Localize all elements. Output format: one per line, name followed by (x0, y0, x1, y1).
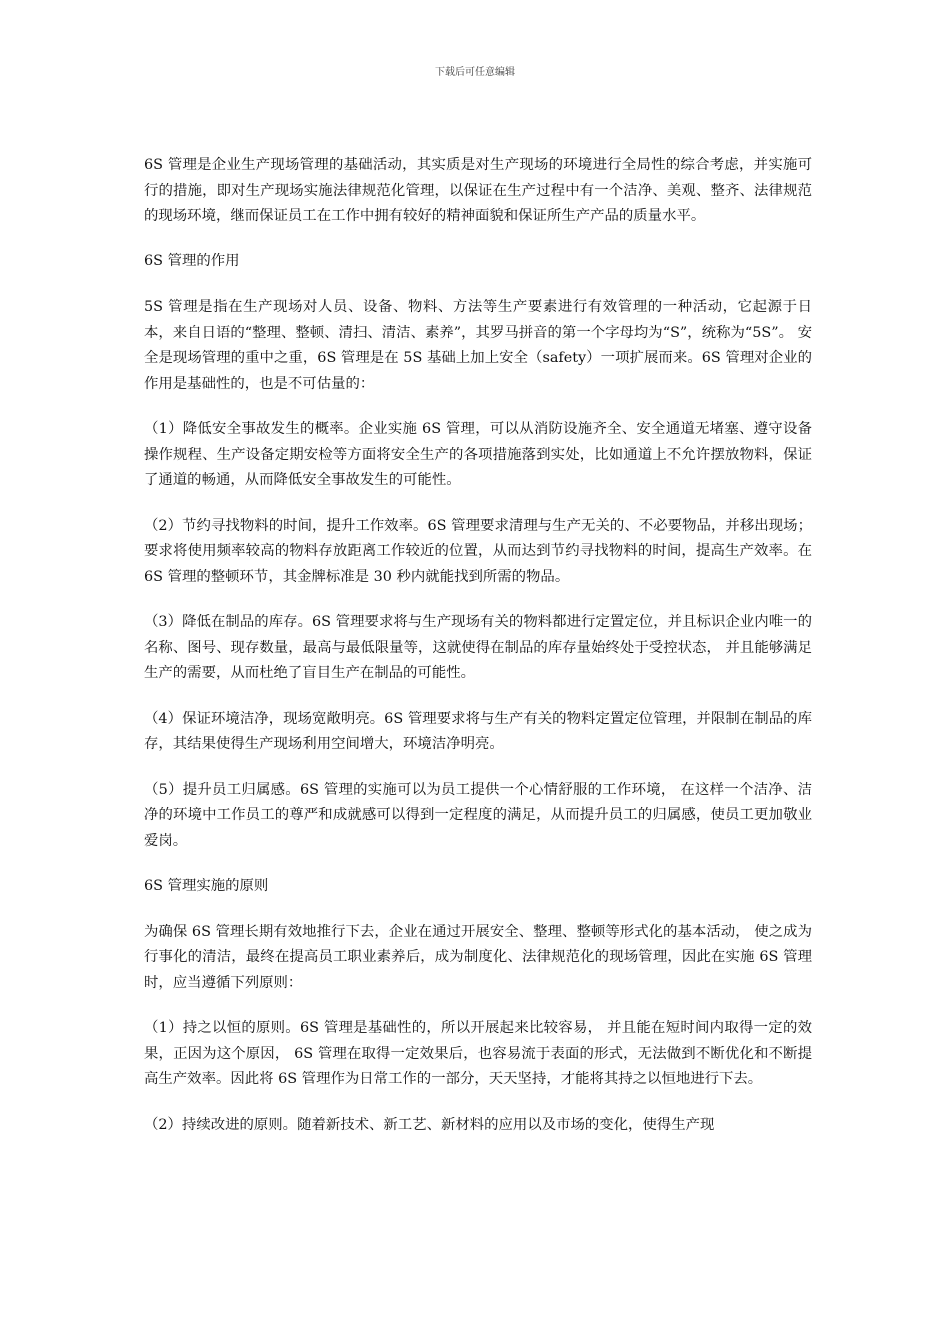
principles-intro-paragraph: 为确保 6S 管理长期有效地推行下去，企业在通过开展安全、整理、整顿等形式化的基本活动， 使之成为行事化的清洁，最终在提高员工职业素养后，成为制度化、法律规范化的现场管理，因此在实施 6S 管理时，应当遵循下列原则： (144, 923, 812, 991)
intro-paragraph: 6S 管理是企业生产现场管理的基础活动，其实质是对生产现场的环境进行全局性的综合考虑，并实施可行的措施，即对生产现场实施法律规范化管理，以保证在生产过程中有一个洁净、美观、整齐、法律规范的现场环境，继而保证员工在工作中拥有较好的精神面貌和保证所生产产品的质量水平。 (144, 157, 812, 224)
principle-item-2: （2）持续改进的原则。随着新技术、新工艺、新材料的应用以及市场的变化，使得生产现 (144, 1116, 715, 1133)
role-item-5: （5）提升员工归属感。6S 管理的实施可以为员工提供一个心情舒服的工作环境， 在这样一个洁净、洁净的环境中工作员工的尊严和成就感可以得到一定程度的满足，从而提升员工的归属感，使员工更加敬业爱岗。 (144, 781, 812, 849)
principle-item-1: （1）持之以恒的原则。6S 管理是基础性的，所以开展起来比较容易， 并且能在短时间内取得一定的效果，正因为这个原因， 6S 管理在取得一定效果后，也容易流于表面的形式，无法做到不断优化和不断提高生产效率。因此将 6S 管理作为日常工作的一部分，天天坚持，才能将其持之以恒地进行下去。 (144, 1020, 812, 1087)
role-item-4: （4）保证环境洁净，现场宽敞明亮。6S 管理要求将与生产有关的物料定置定位管理，并限制在制品的库存，其结果使得生产现场利用空间增大，环境洁净明亮。 (144, 710, 812, 752)
role-item-2: （2）节约寻找物料的时间，提升工作效率。6S 管理要求清理与生产无关的、不必要物品，并移出现场；要求将使用频率较高的物料存放距离工作较近的位置，从而达到节约寻找物料的时间，提高生产效率。在 6S 管理的整顿环节，其金牌标准是 30 秒内就能找到所需的物品。 (144, 517, 812, 585)
section-heading-role: 6S 管理的作用 (144, 252, 240, 269)
role-item-3: （3）降低在制品的库存。6S 管理要求将与生产现场有关的物料都进行定置定位，并且标识企业内唯一的名称、图号、现存数量，最高与最低限量等，这就使得在制品的库存量始终处于受控状态， 并且能够满足生产的需要，从而杜绝了盲目生产在制品的可能性。 (144, 614, 812, 681)
header-note: 下载后可任意编辑 (435, 67, 515, 78)
section-heading-principles: 6S 管理实施的原则 (144, 878, 269, 894)
role-intro-paragraph: 5S 管理是指在生产现场对人员、设备、物料、方法等生产要素进行有效管理的一种活动，它起源于日本，来自日语的“整理、整顿、清扫、清洁、素养”，其罗马拼音的第一个字母均为“S”，统称为“5S”。 安全是现场管理的重中之重，6S 管理是在 5S 基础上加上安全（safety）一项扩展而来。6S 管理对企业的作用是基础性的，也是不可估量的： (144, 299, 812, 392)
role-item-1: （1）降低安全事故发生的概率。企业实施 6S 管理，可以从消防设施齐全、安全通道无堵塞、遵守设备操作规程、生产设备定期安检等方面将安全生产的各项措施落到实处，比如通道上不允许摆放物料，保证了通道的畅通，从而降低安全事故发生的可能性。 (144, 421, 812, 488)
document-body (144, 153, 812, 1138)
